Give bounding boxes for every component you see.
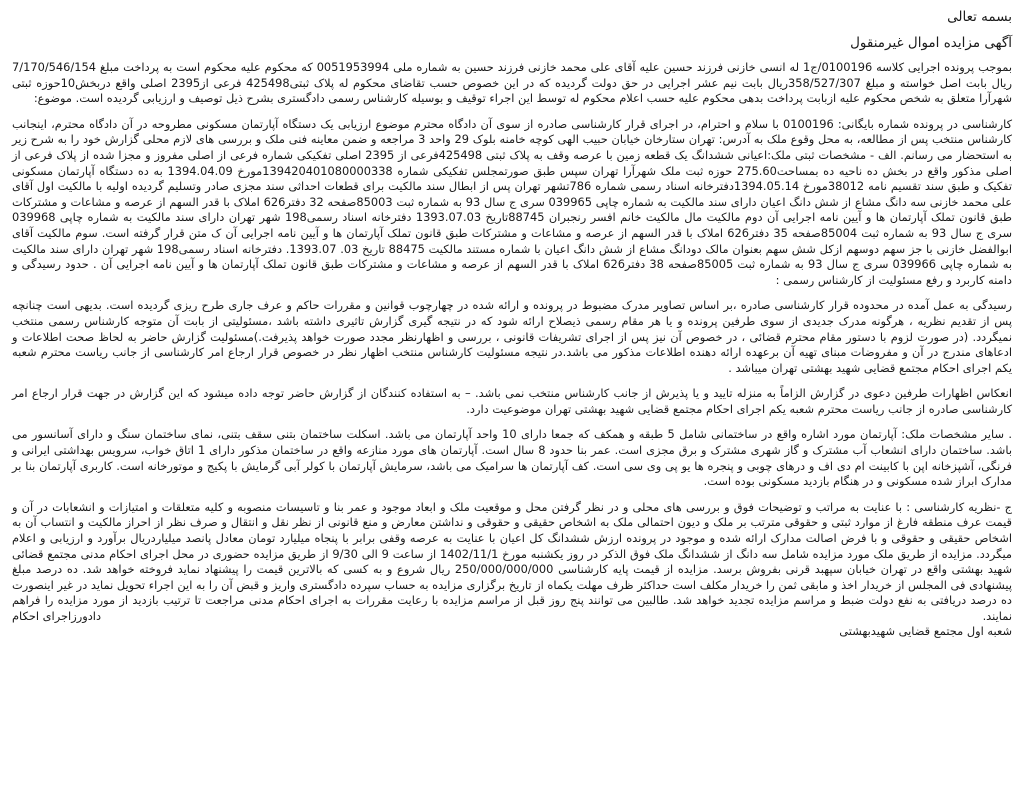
intro-paragraph: بموجب پرونده اجرایی کلاسه 0100196/ج1 له انسی خازنی فرزند حسین علیه آقای علی محمد خازنی فرزند حسین به شماره ملی 0051953994 که محکوم علیه محکوم است به پرداخت مبلغ 7/170/546/154 ریال بابت اصل خواسته و مبلغ 358/527/307ریال بابت نیم عشر اجرایی در حق دولت گردیده که در این خصوص حسب تقاضای محکوم له پلاک ثبتی425498 فرعی از2395 اصلی واقع دربخش10حوزه ثبتی شهرآرا متعلق به شخص محکوم علیه ازبابت پرداخت بدهی محکوم علیه حسب اعلام محکوم له توسط این اجراء توقیف و بوسیله کارشناس رسمی دادگستری بشرح ذیل توصیف و ارزیابی گردیده است. موضوع:: [12, 60, 1012, 106]
expert-opinion-paragraph: ج -نظریه کارشناسی : با عنایت به مراتب و توضیحات فوق و بررسی های محلی و در نظر گرفتن محل و موقعیت ملک و ابعاد موجود و عمر بنا و تاسیسات منصوبه و کلیه متعلقات و امتیازات و انشعابات در آن و قیمت عرف منطقه فارغ از موارد ثبتی و حقوقی مترتب بر ملک و دیون احتمالی ملک به اشخاص حقیقی و حقوقی و نداشتن معارض و منع قانونی از نظر نقل و انتقال و صرف نظر از احراز مالکیت و انتساب آن به اشخاص حقیقی و حقوقی و با فرض اصالت مدارک ارائه شده و موجود در پرونده ارزش ششدانگ کل اعیان با عنایت به عرصه وقفی برابر با پنجاه میلیارد تومان معادل پانصد میلیاردریال برآورد و ارزیابی و اعلام میگردد. مزایده از طریق ملک مورد مزایده شامل سه دانگ از ششدانگ ملک فوق الذکر در روز یکشنبه مورخ 1402/11/1 از ساعت 9 الی 9/30 از طریق مزایده حضوری در محل اجرای احکام مدنی مجتمع قضائی شهید بهشتی واقع در تهران خیابان سپهبد قرنی بفروش برسد. مزایده از قیمت پایه کارشناسی 250/000/000/000 ریال شروع و به کسی که بالاترین قیمت را پیشنهاد نماید فروخته خواهد شد. ده درصد مبلغ پیشنهادی فی المجلس از خریدار اخذ و مابقی ثمن را خریدار مکلف است حداکثر ظرف مهلت یکماه از تاریخ برگزاری مزایده به حساب سپرده دادگستری واریز و قبض آن را به این اجراء تحویل نماید در غیر اینصورت ده درصد دریافتی به نفع دولت ضبط و مراسم مزایده تجدید خواهد شد. طالبین می توانند پنج روز قبل از مراسم مزایده با رعایت مقررات به اجرای احکام مدنی مراجعت تا ترتیب بازدید از مورد مزایده را فراهم نمایند.: [12, 499, 1012, 623]
notice-title: آگهی مزایده اموال غیرمنقول: [850, 35, 1012, 51]
property-specs-paragraph: . سایر مشخصات ملک: آپارتمان مورد اشاره واقع در ساختمانی شامل 5 طبقه و همکف که جمعا دارای 10 واحد آپارتمان می باشد. اسکلت ساختمان بتنی سقف بتنی، نمای ساختمان سنگ و دارای آسانسور می باشد. ساختمان دارای انشعاب آب مشترک و گاز شهری مشترک و برق مجزی است. عمر بنا حدود 8 سال است. آپارتمان های مورد منازعه واقع در ساختمان مذکور دارای 1 اتاق خواب، سرویس بهداشتی ایرانی و فرنگی، آشپزخانه اپن با کابینت ام دی اف و درهای چوبی و پنجره ها یو پی وی سی است. کف آپارتمان ها سرامیک می باشد، سرمایش آپارتمان با کولر آبی گرمایش با پکیج و موتورخانه است. کاربری آپارتمان بنا بر مدارک ابراز شده مسکونی و در هنگام بازدید مسکونی بوده است.: [12, 427, 1012, 489]
expert-report-paragraph: کارشناسی در پرونده شماره بایگانی: 0100196 با سلام و احترام، در اجرای قرار کارشناسی صادره از سوی آن دادگاه محترم موضوع ارزیابی یک دستگاه آپارتمان مسکونی مطروحه در آن دادگاه محترم، اینجانب کارشناس منتخب پس از مطالعه، به محل وقوع ملک به آدرس: تهران ستارخان خیابان حبیب الهی کوچه خامنه بلوک 29 واحد 3 مراجعه و ضمن معاینه فنی ملک و بررسی های لازم محلی گزارش خود را به شرح زیر به استحضار می رسانم. الف - مشخصات ثبتی ملک:اعیانی ششدانگ یک قطعه زمین با عرصه وقف به پلاک ثبتی 425498فرعی از 2395 اصلی تفکیکی شماره فرعی از اصلی مفروز و مجزا شده از پلاک فرعی از اصلی مذکور واقع در بخش ده ناحیه ده بمساحت275.60 حوزه ثبت ملک شهرآرا تهران سپس طبق صورتمجلس تفکیکی شماره 139420401080000338مورخ 1394.04.09 به ده دستگاه آپارتمان مسکونی تفکیک و طبق سند تقسیم نامه 38012مورخ 1394.05.14دفترخانه اسناد رسمی شماره 786تشهر تهران پس از ابطال سند مالکیت برای قطعات احداثی سند مجزی صادر وتسلیم گردیده اولیه با مالکیت اول آقای علی محمد خازنی سه دانگ مشاع از شش دانگ اعیان دارای سند مالکیت به شماره چاپی 039965 سری ج سال 93 به شماره ثبت 85003صفحه 32 دفتر626 املاک با قدر السهم از عرصه و مشاعات و مشترکات طبق قانون تملک آپارتمان ها و آیین نامه اجرایی آن دوم مالکیت مال مالکیت خانم افسر رنجبران 88745تاریخ 1393.07.03 دفترخانه اسناد رسمی198 شهر تهران دارای سند مالکیت به شماره چاپی 039968 سری ج سال 93 به شماره ثبت 85004صفحه 35 دفتر626 املاک با قدر السهم از عرصه و مشاعات و مشترکات طبق قانون تملک آپارتمان ها و آیین نامه اجرایی آن ک متن قرار گرفته است. سوم مالکیت آقای ابوالفضل خازنی با جز سهم دوسهم ازکل شش سهم بعنوان مالک دودانگ مشاع از شش دانگ اعیان با شماره مستند مالکیت 88475 تاریخ 03. 1393.07. دفترخانه اسناد رسمی198 شهر تهران دارای سند مالکیت به شماره چاپی 039966 سری ج سال 93 به شماره ثبت 85005صفحه 38 دفتر626 املاک با قدر السهم از عرصه و مشاعات و مشترکات طبق قانون تملک آپارتمان ها و آیین نامه اجرایی آن . حدود رسیدگی و دامنه کاربرد و رفع مسئولیت از کارشناس رسمی :: [12, 116, 1013, 287]
scope-paragraph: رسیدگی به عمل آمده در محدوده قرار کارشناسی صادره ،بر اساس تصاویر مدرک مضبوط در پرونده و ارائه شده در چهارچوب قوانین و مقررات حاکم و عرف جاری طرح ریزی گردیده است. بدیهی است چنانچه پس از تقدیم نظریه ، هرگونه مدرک جدیدی از سوی طرفین پرونده و یا هر مقام رسمی ذیصلاح ارائه شود که در نتیجه گیری گزارش تاثیری داشته باشد ،مسئولیتی از بابت آن متوجه کارشناس رسمی منتخب نمیگردد. (در صورت لزوم با دستور مقام محترم قضائی ، در خصوص آن نیز پس از اجرای تشریفات قانونی ، بررسی و اظهارنظر مجدد صورت خواهد پذیرفت.)مسئولیت گزارش حاضر به لحاظ صحت اطلاعات و ادعاهای مندرج در آن و مفروضات مبنای تهیه آن برعهده ارائه دهنده اطلاعات مذکور می باشد.در نتیجه مسئولیت کارشناس منتخب اظهار نظر در خصوص قرار ارجاع امر کارشناسی از جانب ریاست محترم شعبه یکم اجرای احکام مجتمع قضایی شهید بهشتی تهران میباشد .: [12, 298, 1012, 375]
disclaimer-paragraph: انعکاس اظهارات طرفین دعوی در گزارش الزاماً به منزله تایید و یا پذیرش از جانب کارشناس منتخب نمی باشد. – به استفاده کنندگان از گزارش حاضر توجه داده میشود که این گزارش در جهت قرار ارجاع امر کارشناسی صادره از جانب ریاست محترم شعبه یکم اجرای احکام مجتمع قضایی شهید بهشتی تهران موضوعیت دارد.: [12, 386, 1012, 416]
signature-office: شعبه اول مجتمع قضایی شهیدبهشتی: [839, 624, 1012, 639]
basmala-heading: بسمه تعالی: [947, 9, 1012, 25]
signature-title: دادورزاجرای احکام: [12, 608, 102, 623]
